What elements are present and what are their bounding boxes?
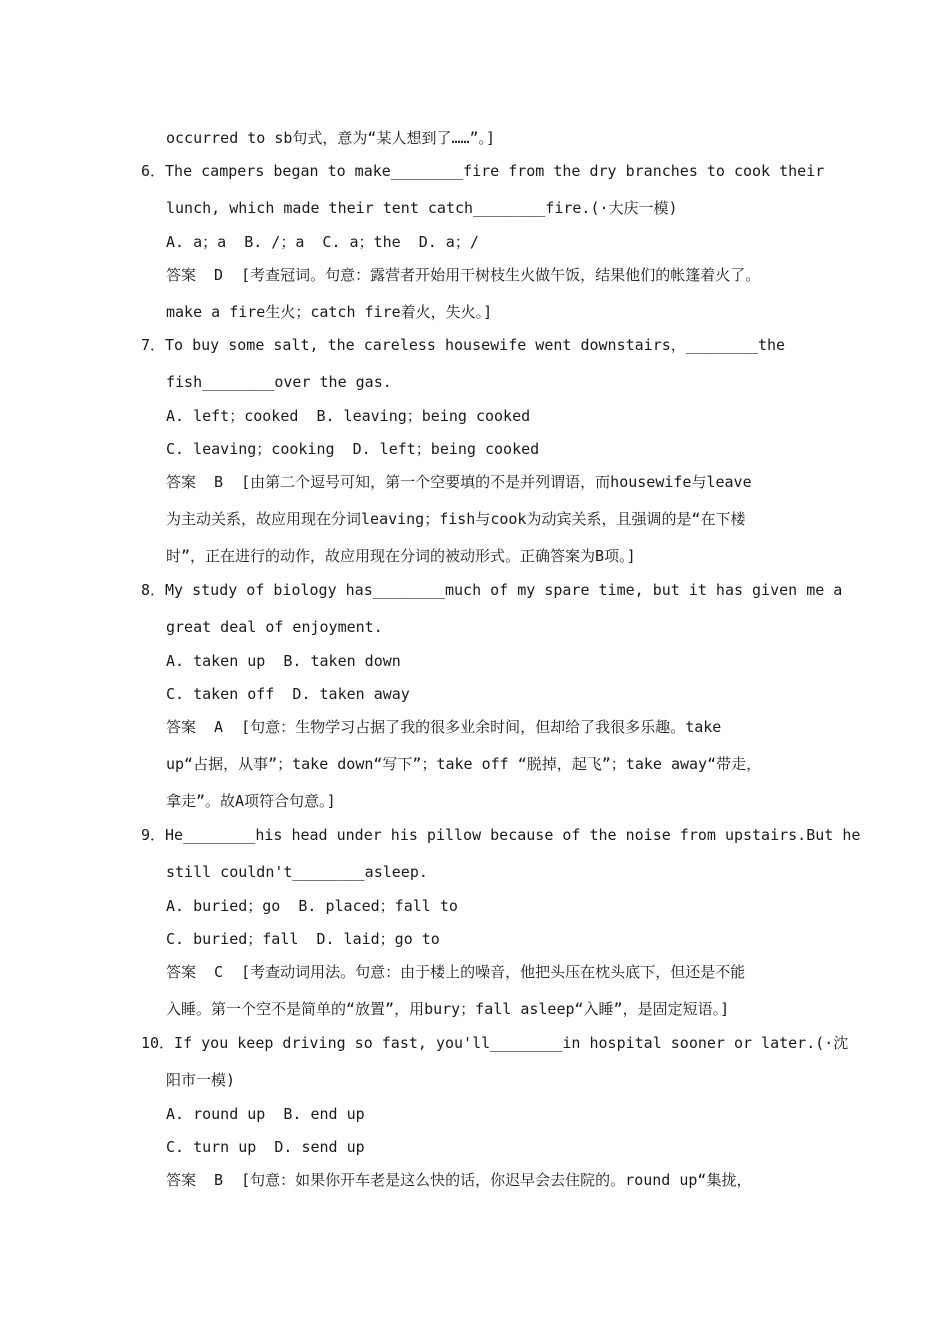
text-line: 拿走”。故A项符合句意。] [166, 792, 336, 810]
question-10-options: A. round up B. end up [166, 1105, 365, 1123]
text-line: make a fire生火；catch fire着火，失火。] [166, 303, 493, 321]
question-10-answer: 答案 B [句意：如果你开车老是这么快的话，你迟早会去住院的。round up“集拢， [166, 1171, 752, 1189]
text-line: fish________over the gas. [166, 373, 392, 391]
text-line: occurred to sb句式，意为“某人想到了……”。] [166, 129, 496, 147]
question-6-stem: 6．The campers began to make________fire from the dry branches to cook their [141, 162, 825, 180]
question-10-stem: 10．If you keep driving so fast, you'll________in hospital sooner or later.(·沈 [141, 1034, 849, 1052]
question-6-answer: 答案 D [考查冠词。句意：露营者开始用干树枝生火做午饭，结果他们的帐篷着火了。 [166, 266, 761, 284]
question-7-options: C. leaving；cooking D. left；being cooked [166, 440, 540, 458]
question-9-stem: 9．He________his head under his pillow because of the noise from upstairs.But he [141, 826, 861, 844]
question-8-options: A. taken up B. taken down [166, 652, 401, 670]
text-line: 时”，正在进行的动作，故应用现在分词的被动形式。正确答案为B项。] [166, 547, 636, 565]
text-line: 为主动关系，故应用现在分词leaving；fish与cook为动宾关系，且强调的是“在下楼 [166, 510, 746, 528]
question-6-options: A. a；a B. /；a C. a；the D. a；/ [166, 233, 479, 251]
question-9-options: A. buried；go B. placed；fall to [166, 897, 458, 915]
question-8-options: C. taken off D. taken away [166, 685, 410, 703]
question-9-answer: 答案 C [考查动词用法。句意：由于楼上的噪音，他把头压在枕头底下，但还是不能 [166, 963, 746, 981]
text-line: up“占据，从事”；take down“写下”；take off “脱掉，起飞”；take away“带走， [166, 755, 762, 773]
question-8-answer: 答案 A [句意：生物学习占据了我的很多业余时间，但却给了我很多乐趣。take [166, 718, 722, 736]
text-line: still couldn't________asleep. [166, 863, 428, 881]
question-7-answer: 答案 B [由第二个逗号可知，第一个空要填的不是并列谓语，而housewife与leave [166, 473, 752, 491]
text-line: 阳市一模) [166, 1071, 236, 1089]
text-line: 入睡。第一个空不是简单的“放置”，用bury；fall asleep“入睡”，是固定短语。] [166, 1000, 730, 1018]
question-7-options: A. left；cooked B. leaving；being cooked [166, 407, 531, 425]
question-10-options: C. turn up D. send up [166, 1138, 365, 1156]
text-line: great deal of enjoyment. [166, 618, 383, 636]
question-9-options: C. buried；fall D. laid；go to [166, 930, 440, 948]
question-8-stem: 8．My study of biology has________much of my spare time, but it has given me a [141, 581, 843, 599]
text-line: lunch, which made their tent catch________fire.(·大庆一模) [166, 199, 678, 217]
question-7-stem: 7．To buy some salt, the careless housewife went downstairs，________the [141, 336, 786, 354]
